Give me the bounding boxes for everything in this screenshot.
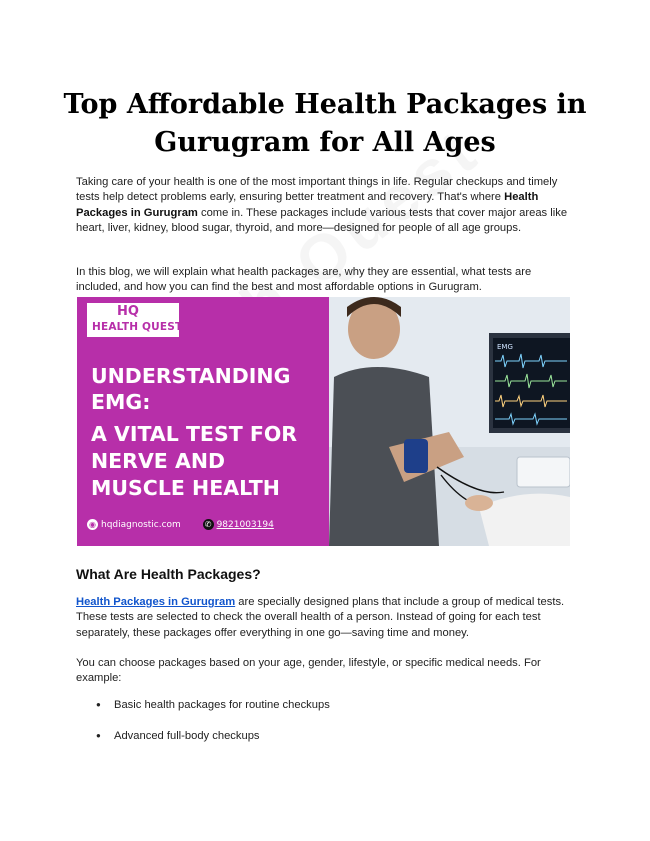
banner-text-panel (77, 297, 329, 546)
section-paragraph-1: Health Packages in Gurugram are specially designed plans that include a group of medical tests. These tests are selected to check the overall health of a person. Instead of going for each test separately, these packages offer everything in one go—saving time and money. (76, 596, 565, 639)
intro-paragraph-2: In this blog, we will explain what health packages are, why they are essential, what tests are included, and how you can find the best and most affordable options in Gurugram. (76, 266, 532, 294)
monitor-label: EMG (497, 343, 513, 351)
banner-title: UNDERSTANDING EMG: (91, 364, 291, 414)
emg-banner-image (77, 297, 570, 546)
section-heading: What Are Health Packages? (76, 566, 261, 582)
list-item: ● Basic health packages for routine checkups (76, 697, 576, 728)
globe-icon: ◉ (87, 519, 98, 530)
example-list (76, 697, 576, 759)
page-title: Top Affordable Health Packages in Gurugram for All Ages (63, 89, 587, 158)
section-paragraph-2: You can choose packages based on your age, gender, lifestyle, or specific medical needs. For example: (76, 657, 541, 685)
bold-keyword: Health Packages in Gurugram (76, 191, 539, 219)
phone-icon: ✆ (203, 519, 214, 530)
list-item: ● Advanced full-body checkups (76, 728, 576, 759)
banner-subtitle: A VITAL TEST FOR NERVE AND MUSCLE HEALTH (91, 422, 298, 500)
logo-text: HEALTH QUEST (92, 321, 183, 333)
logo-mark: HQ (117, 304, 139, 319)
banner-phone: 9821003194 (216, 519, 274, 530)
emg-test-photo (329, 297, 570, 546)
intro-paragraph-1: Taking care of your health is one of the most important things in life. Regular checkups and timely tests help detect problems early, ensuring better treatment and recovery. That's where Health Packages in Gurugram come in. These packages include various tests that cover major areas like heart, liver, kidney, blood sugar, thyroid, and more—designed for people of all age groups. (76, 176, 568, 235)
banner-contact (87, 519, 274, 530)
banner-website: hqdiagnostic.com (101, 519, 181, 530)
health-packages-link[interactable]: Health Packages in Gurugram (76, 596, 236, 608)
health-quest-logo (87, 303, 183, 337)
